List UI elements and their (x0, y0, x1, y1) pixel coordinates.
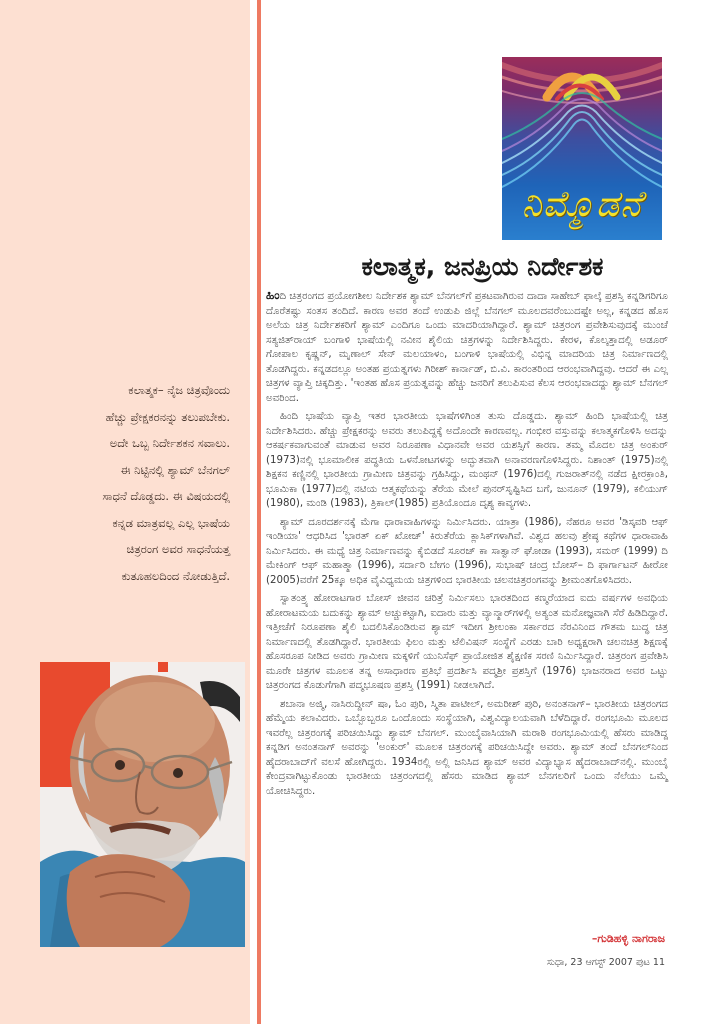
paragraph-text: ದಿ ಚಿತ್ರರಂಗದ ಪ್ರಯೋಗಶೀಲ ನಿರ್ದೇಶಕ ಶ್ಯಾಮ್ ಬೆನಗಲ್‌ಗೆ ಪ್ರಕಟವಾಗಿರುವ ದಾದಾ ಸಾಹೇಬ್ ಫಾಲ್ಕೆ ಪ್ರಶಸ್ತಿ ಕನ್ನಡಿಗರಿಗೂ ದೊರೆತಷ್ಟು ಸಂತಸ ತಂದಿದೆ. ಕಾರಣ ಅವರ ತಂದೆ ಉಡುಪಿ ಜಿಲ್ಲೆ ಬೆನಗಲ್ ಮೂಲದವರೆಂಬುದಷ್ಟೇ ಅಲ್ಲ, ಕನ್ನಡದ ಹೊಸ ಅಲೆಯ ಚಿತ್ರ ನಿರ್ದೇಶಕರಿಗೆ ಶ್ಯಾಮ್ ಎಂದಿಗೂ ಒಂದು ಮಾದರಿಯಾಗಿದ್ದಾರೆ. ಶ್ಯಾಮ್ ಚಿತ್ರರಂಗ ಪ್ರವೇಶಿಸುವುದಕ್ಕೆ ಮುಂಚೆ ಸತ್ಯಜಿತ್‌ರಾಯ್ ಬಂಗಾಳಿ ಭಾಷೆಯಲ್ಲಿ ನವೀನ ಶೈಲಿಯ ಚಿತ್ರಗಳನ್ನು ನಿರ್ದೇಶಿಸಿದ್ದರು. ಕೇರಳ, ಕೊಲ್ಕತ್ತಾದಲ್ಲಿ ಅಡೂರ್ ಗೋಪಾಲ ಕೃಷ್ಣನ್, ಮೃಣಾಲ್ ಸೇನ್ ಮಲಯಾಳಂ, ಬಂಗಾಳಿ ಭಾಷೆಯಲ್ಲಿ ವಿಭಿನ್ನ ಮಾದರಿಯ ಚಿತ್ರ ನಿರ್ಮಾಣದಲ್ಲಿ ತೊಡಗಿದ್ದರು. ಕನ್ನಡದಲ್ಲೂ ಅಂತಹ ಪ್ರಯತ್ನಗಳು ಗಿರೀಶ್ ಕಾರ್ನಾಡ್, ಬಿ.ವಿ. ಕಾರಂತರಿಂದ ಆರಂಭವಾಗಿದ್ದವು. ಆದರೆ ಈ ಎಲ್ಲ ಚಿತ್ರಗಳ ವ್ಯಾಪ್ತಿ ಚಿಕ್ಕದಿತ್ತು. 'ಇಂತಹ ಹೊಸ ಪ್ರಯತ್ನವನ್ನು ಹೆಚ್ಚು ಜನರಿಗೆ ತಲುಪಿಸುವ ಕೆಲಸ ಆರಂಭವಾದದ್ದು ಶ್ಯಾಮ್ ಬೆನಗಲ್ ಅವರಿಂದ. (266, 291, 668, 404)
portrait-photo (40, 662, 245, 947)
article-paragraph: ಸ್ವಾತಂತ್ರ್ಯ ಹೋರಾಟಗಾರ ಬೋಸ್ ಜೀವನ ಚರಿತ್ರೆ ನಿರ್ಮಿಸಲು ಭಾರತದಿಂದ ಕಣ್ಮರೆಯಾದ ಐದು ವರ್ಷಗಳ ಅವಧಿಯ ಹೋರಾಟಮಯ ಬದುಕನ್ನು ಶ್ಯಾಮ್ ಅಚ್ಚುಕಟ್ಟಾಗಿ, ಐದಾರು ಮತ್ತು ವ್ಯಾನ್ಮಾರ್‌ಗಳಲ್ಲಿ ಅತ್ಯಂತ ಮನೋಜ್ಞವಾಗಿ ಸೆರೆ ಹಿಡಿದಿದ್ದಾರೆ. ಇತ್ತೀಚೆಗೆ ನಿರೂಪಣಾ ಶೈಲಿ ಬದಲಿಸಿಕೊಂಡಿರುವ ಶ್ಯಾಮ್ ಇದೀಗ ಶ್ರೀಲಂಕಾ ಸರ್ಕಾರದ ನೆರವಿನಿಂದ ಗೌತಮ ಬುದ್ಧ ಚಿತ್ರ ನಿರ್ಮಾಣದಲ್ಲಿ ತೊಡಗಿದ್ದಾರೆ. ಭಾರತೀಯ ಫಿಲಂ ಮತ್ತು ಟೆಲಿವಿಷನ್ ಸಂಸ್ಥೆಗೆ ಎರಡು ಬಾರಿ ಅಧ್ಯಕ್ಷರಾಗಿ ಚಲನಚಿತ್ರ ಶಿಕ್ಷಣಕ್ಕೆ ಹೊಸರೂಪ ನೀಡಿದ ಅವರು ಗ್ರಾಮೀಣ ಮಕ್ಕಳಿಗೆ ಯುನಿಸೆಫ್ ಪ್ರಾಯೋಜಿತ ಶೈಕ್ಷಣಿಕ ಸರಣಿ ನಿರ್ಮಿಸಿದ್ದಾರೆ. ಚಿತ್ರರಂಗ ಪ್ರವೇಶಿಸಿ ಮೂರೇ ಚಿತ್ರಗಳ ಮೂಲಕ ತನ್ನ ಅಸಾಧಾರಣ ಪ್ರತಿಭೆ ಪ್ರದರ್ಶಿಸಿ ಪದ್ಮಶ್ರೀ ಪ್ರಶಸ್ತಿಗೆ (1976) ಭಾಜನರಾದ ಅವರ ಒಟ್ಟು ಚಿತ್ರರಂಗದ ಕೊಡುಗೆಗಾಗಿ ಪದ್ಮಭೂಷಣ ಪ್ರಶಸ್ತಿ (1991) ನೀಡಲಾಗಿದೆ. (266, 593, 668, 691)
article-body (266, 288, 668, 803)
article-paragraph: ಶ್ಯಾಮ್ ದೂರದರ್ಶನಕ್ಕೆ ಮೆಗಾ ಧಾರಾವಾಹಿಗಳನ್ನು ನಿರ್ಮಿಸಿದರು. ಯಾತ್ರಾ (1986), ನೆಹರೂ ಅವರ 'ಡಿಸ್ಕವರಿ ಆಫ್ ಇಂಡಿಯಾ' ಆಧರಿಸಿದ 'ಭಾರತ್ ಏಕ್ ಖೋಜ್' ಕಿರುತೆರೆಯ ಕ್ಲಾಸಿಕ್‌ಗಳಾಗಿವೆ. ವಿಶ್ವದ ಹಲವು ಶ್ರೇಷ್ಠ ಕಥೆಗಳ ಧಾರಾವಾಹಿ ನಿರ್ಮಿಸಿದರು. ಈ ಮಧ್ಯೆ ಚಿತ್ರ ನಿರ್ಮಾಣವನ್ನು ಕೈಬಿಡದೆ ಸೂರಜ್ ಕಾ ಸಾತ್ವಾನ್ ಘೋಡಾ (1993), ಸಮರ್ (1999) ದಿ ಮೇಕಿಂಗ್ ಆಫ್ ಮಹಾತ್ಮಾ (1996), ಸರ್ದಾರಿ ಬೇಗಂ (1996), ಸುಭಾಷ್ ಚಂದ್ರ ಬೋಸ್– ದಿ ಫಾರ್ಗಾಟನ್ ಹೀರೋ (2005)ವರೆಗೆ 25ಕ್ಕೂ ಅಧಿಕ ವೈವಿಧ್ಯಮಯ ಚಿತ್ರಗಳಿಂದ ಭಾರತೀಯ ಚಲನಚಿತ್ರರಂಗವನ್ನು ಶ್ರೀಮಂತಗೊಳಿಸಿದರು. (266, 516, 668, 586)
pull-quote (40, 377, 230, 589)
publication-footer: ಸುಧಾ, 23 ಆಗಸ್ಟ್ 2007 ಪುಟ 11 (546, 957, 665, 968)
article-paragraph: ಶಬಾನಾ ಅಜ್ಮಿ, ನಾಸಿರುದ್ದೀನ್ ಷಾ, ಓಂ ಪುರಿ, ಸ್ಮಿತಾ ಪಾಟೀಲ್, ಅಮರೀಶ್ ಪುರಿ, ಅನಂತನಾಗ್– ಭಾರತೀಯ ಚಿತ್ರರಂಗದ ಹೆಮ್ಮೆಯ ಕಲಾವಿದರು. ಒಬ್ಬೊಬ್ಬರೂ ಒಂದೊಂದು ಸಂಸ್ಥೆಯಾಗಿ, ವಿಶ್ವವಿದ್ಯಾಲಯವಾಗಿ ಬೆಳೆದಿದ್ದಾರೆ. ರಂಗಭೂಮಿ ಮೂಲದ ಇವರೆಲ್ಲ ಚಿತ್ರರಂಗಕ್ಕೆ ಪರಿಚಯಿಸಿದ್ದು ಶ್ಯಾಮ್ ಬೆನಗಲ್. ಮುಂಬೈವಾಸಿಯಾಗಿ ಮರಾಠಿ ರಂಗಭೂಮಿಯಲ್ಲಿ ಹೆಸರು ಮಾಡಿದ್ದ ಕನ್ನಡಿಗ ಅನಂತನಾಗ್ ಅವರನ್ನು 'ಅಂಕುರ್' ಮೂಲಕ ಚಿತ್ರರಂಗಕ್ಕೆ ಪರಿಚಯಿಸಿದ್ದೇ ಅವರು. ಶ್ಯಾಮ್ ತಂದೆ ಬೆನಗಲ್‌ನಿಂದ ಹೈದರಾಬಾದ್‌ಗೆ ವಲಸೆ ಹೋಗಿದ್ದರು. 1934ರಲ್ಲಿ ಅಲ್ಲಿ ಜನಿಸಿದ ಶ್ಯಾಮ್ ಅವರ ವಿದ್ಯಾಭ್ಯಾಸ ಹೈದರಾಬಾದ್‌ನಲ್ಲಿ. ಮುಂಬೈ ಕೇಂದ್ರವಾಗಿಟ್ಟುಕೊಂಡು ಭಾರತೀಯ ಚಿತ್ರರಂಗದಲ್ಲಿ ಹೆಸರು ಮಾಡಿದ ಶ್ಯಾಮ್ ಬೆನಗಲರಿಗೆ ಒಂದು ನೆಲೆಯು ಒಮ್ಮೆ ಯೋಚಿಸಿದ್ದರು. (266, 698, 668, 797)
logo-text: ನಿಮ್ಮೊಡನೆ (521, 184, 643, 225)
column-logo (502, 57, 662, 240)
portrait-illustration (40, 662, 245, 947)
drop-cap: ಹಿಂ (266, 288, 280, 302)
article-paragraph (266, 288, 668, 406)
column-divider-line (257, 0, 261, 1024)
pull-quote-line: ಈ ನಿಟ್ಟಿನಲ್ಲಿ ಶ್ಯಾಮ್ ಬೆನಗಲ್ (120, 462, 230, 477)
pull-quote-line: ಚಿತ್ರರಂಗ ಅವರ ಸಾಧನೆಯತ್ತ (126, 542, 230, 556)
article-title: ಕಲಾತ್ಮಕ, ಜನಪ್ರಿಯ ನಿರ್ದೇಶಕ (361, 252, 604, 281)
pull-quote-line: ಅದೇ ಒಬ್ಬ ನಿರ್ದೇಶಕನ ಸವಾಲು. (109, 436, 230, 450)
pull-quote-line: ಕನ್ನಡ ಮಾತ್ರವಲ್ಲ ಎಲ್ಲ ಭಾಷೆಯ (112, 515, 230, 530)
pull-quote-line: ಕಲಾತ್ಮಕ– ನೈಜ ಚಿತ್ರವೊಂದು (128, 383, 230, 397)
pull-quote-line: ಸಾಧನೆ ದೊಡ್ಡದು. ಈ ವಿಷಯದಲ್ಲಿ (102, 489, 230, 503)
pull-quote-line: ಹೆಚ್ಚು ಪ್ರೇಕ್ಷಕರನನ್ನು ತಲುಪಬೇಕು. (105, 409, 230, 424)
author-byline: –ಗುಡಿಹಳ್ಳಿ ನಾಗರಾಜ (591, 932, 665, 945)
article-paragraph: ಹಿಂದಿ ಭಾಷೆಯ ವ್ಯಾಪ್ತಿ ಇತರ ಭಾರತೀಯ ಭಾಷೆಗಳಿಗಿಂತ ತುಸು ದೊಡ್ಡದು. ಶ್ಯಾಮ್ ಹಿಂದಿ ಭಾಷೆಯಲ್ಲಿ ಚಿತ್ರ ನಿರ್ದೇಶಿಸಿದರು. ಹೆಚ್ಚು ಪ್ರೇಕ್ಷಕರನ್ನು ಅವರು ತಲುಪಿದ್ದಕ್ಕೆ ಅದೊಂದೇ ಕಾರಣವಲ್ಲ. ಗಂಭೀರ ವಸ್ತುವನ್ನು ಕಲಾತ್ಮಕಗೊಳಿಸಿ ಅದನ್ನು ಆಕರ್ಷಕವಾಗುವಂತೆ ಮಾಡುವ ಅವರ ನಿರೂಪಣಾ ವಿಧಾನವೇ ಅವರ ಯಶಸ್ಸಿಗೆ ಕಾರಣ. ತಮ್ಮ ಮೊದಲ ಚಿತ್ರ ಅಂಕುರ್ (1973)ನಲ್ಲಿ ಭೂಮಾಲೀಕ ಪದ್ಧತಿಯ ಒಳನೋಟಗಳನ್ನು ಅದ್ಭುತವಾಗಿ ಅನಾವರಣಗೊಳಿಸಿದ್ದರು. ನಿಶಾಂತ್ (1975)ನಲ್ಲಿ ಶಿಕ್ಷಕನ ಕಣ್ಣಿನಲ್ಲಿ ಭಾರತೀಯ ಗ್ರಾಮೀಣ ಚಿತ್ರವನ್ನು ಗ್ರಹಿಸಿದ್ದು, ಮಂಥನ್ (1976)ದಲ್ಲಿ ಗುಜರಾತ್‌ನಲ್ಲಿ ನಡೆದ ಕ್ಷೀರಕ್ರಾಂತಿ, ಭೂಮಿಕಾ (1977)ದಲ್ಲಿ ನಟಿಯ ಆತ್ಮಕಥೆಯನ್ನು ತೆರೆಯ ಮೇಲೆ ಪುನರ್‌ಸೃಷ್ಟಿಸಿದ ಬಗೆ, ಜುನೂನ್ (1979), ಕಲಿಯುಗ್ (1980), ಮಂಡಿ (1983), ತ್ರಿಕಾಲ್(1985) ಪ್ರತಿಯೊಂದೂ ದೃಶ್ಯ ಕಾವ್ಯಗಳು. (266, 411, 668, 509)
pull-quote-line: ಕುತೂಹಲದಿಂದ ನೋಡುತ್ತಿದೆ. (121, 568, 230, 583)
